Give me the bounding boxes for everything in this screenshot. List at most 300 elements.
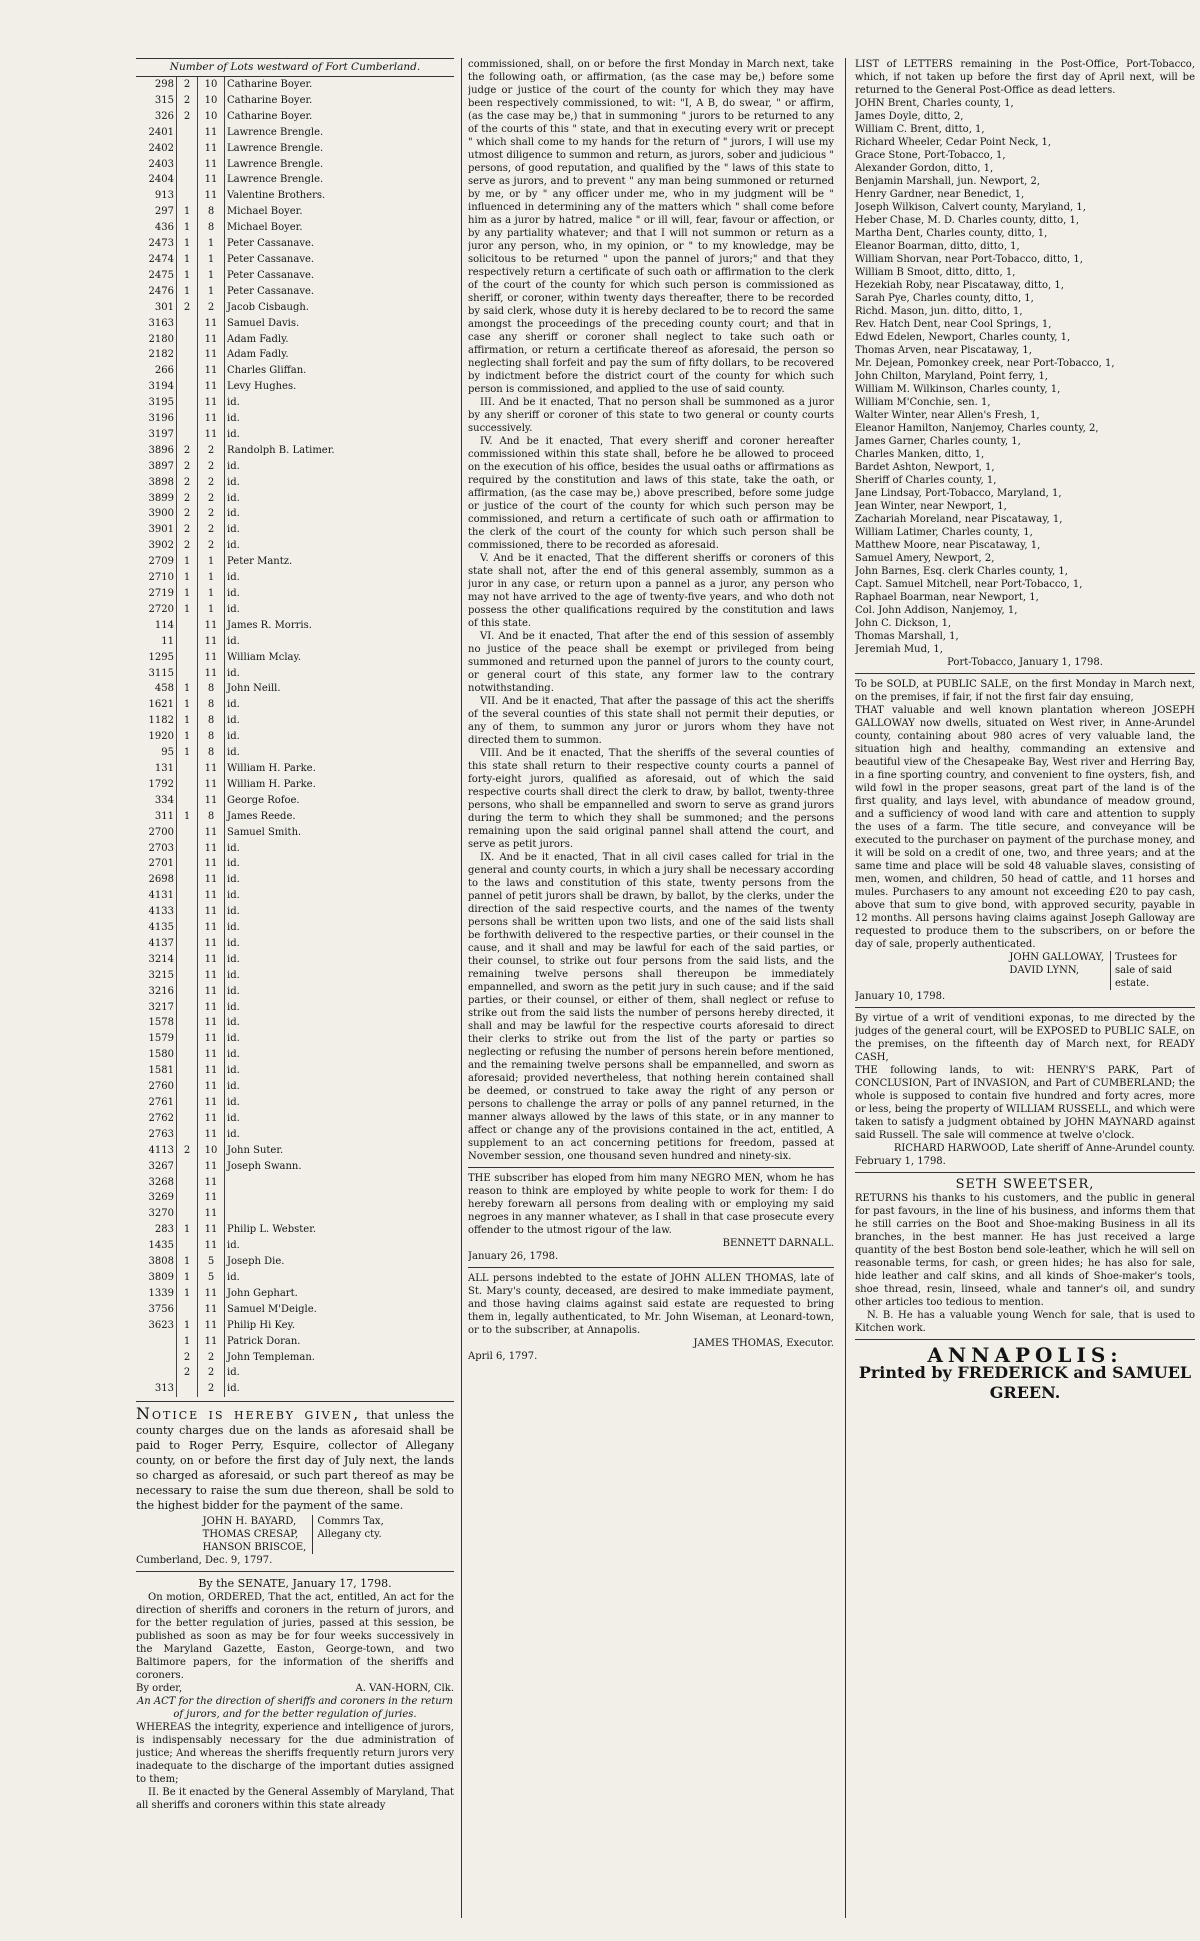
lot-section: 10 bbox=[198, 1143, 225, 1159]
divider bbox=[136, 1571, 454, 1572]
lot-number: 3901 bbox=[136, 522, 177, 538]
lot-number: 1580 bbox=[136, 1047, 177, 1063]
lot-row bbox=[136, 109, 454, 125]
letter-entry: Walter Winter, near Allen's Fresh, 1, bbox=[855, 410, 1040, 421]
lot-owner: id. bbox=[227, 603, 240, 615]
lot-row bbox=[136, 427, 454, 443]
lot-range: 2 bbox=[177, 522, 198, 538]
lot-row bbox=[136, 602, 454, 618]
senate-clerk: A. VAN-HORN, Clk. bbox=[355, 1683, 454, 1695]
lot-section: 11 bbox=[198, 650, 225, 666]
lot-range bbox=[177, 650, 198, 666]
lot-owner: id. bbox=[227, 715, 240, 727]
lot-owner: James Reede. bbox=[227, 810, 296, 822]
lot-number: 4137 bbox=[136, 936, 177, 952]
lot-owner: id. bbox=[227, 1128, 240, 1140]
act-paragraph: IX. And be it enacted, That in all civil cases called for trial in the general and county courts, in which a jury shall be necessary according to the laws and constitution of this state, twenty persons from the pannel of petit jurors shall be drawn, by ballot, by the clerks, under the direction of the said respective courts, and the names of the twenty persons shall be written upon two lists, and one of the said lists shall be forthwith delivered to the respective parties, or their counsel in the cause, and it shall and may be lawful for each of the said parties, or their counsel, to strike out four persons from the said lists, and the remaining twelve persons shall thereupon be immediately empannelled, and sworn as the petit jury in such cause; and if the said parties, or their counsel, or either of them, shall neglect or refuse to strike out from the said lists the number of persons hereby directed, it shall and may be lawful for the respective courts aforesaid to direct their clerks to strike out from the list of the party or parties so neglecting or refusing the number of persons herein before mentioned, and the remaining twelve persons shall be empannelled, and sworn as aforesaid; provided nevertheless, that nothing herein contained shall be deemed, or construed to take away the right of any person or persons to challenge the array or polls of any pannel returned, in the manner always allowed by the laws of this state, or in any manner to affect or change any of the provisions contained in the act, entitled, A supplement to an act concerning petitions for freedom, passed at November session, one thousand seven hundred and ninety-six. bbox=[468, 852, 834, 1162]
lot-row bbox=[136, 1334, 454, 1350]
lot-section: 11 bbox=[198, 888, 225, 904]
lot-row bbox=[136, 379, 454, 395]
lot-number: 1339 bbox=[136, 1286, 177, 1302]
act-paragraph: III. And be it enacted, That no person shall be summoned as a juror by any sheriff or coroner of this state to two general or county courts successively. bbox=[468, 397, 834, 434]
lot-row bbox=[136, 1318, 454, 1334]
lot-owner: id. bbox=[227, 492, 240, 504]
act-paragraph: VIII. And be it enacted, That the sheriffs of the several counties of this state shall return to their respective county courts a pannel of forty-eight jurors, qualified as aforesaid, out of which the said respective courts shall direct the clerk to draw, by ballot, twenty-three persons, who shall be empannelled and sworn to serve as grand jurors during the term to which they shall be summoned; and the persons remaining upon the said original pannel shall attend the court, and serve as petit jurors. bbox=[468, 748, 834, 850]
lot-section: 2 bbox=[198, 1381, 225, 1397]
lot-range: 2 bbox=[177, 109, 198, 125]
lot-owner: id. bbox=[227, 1240, 240, 1252]
lot-number: 2403 bbox=[136, 157, 177, 173]
lot-number: 2402 bbox=[136, 141, 177, 157]
lot-owner: Samuel Smith. bbox=[227, 826, 302, 838]
lot-range: 1 bbox=[177, 697, 198, 713]
lot-number: 301 bbox=[136, 300, 177, 316]
lot-row bbox=[136, 729, 454, 745]
runaway-signer: BENNETT DARNALL. bbox=[722, 1238, 834, 1249]
lot-row bbox=[136, 77, 454, 93]
lot-number: 2474 bbox=[136, 252, 177, 268]
writ-signer: RICHARD HARWOOD, Late sheriff of Anne-Arundel county. bbox=[893, 1143, 1195, 1154]
lot-owner: id. bbox=[227, 508, 240, 520]
lot-row bbox=[136, 252, 454, 268]
lot-section: 11 bbox=[198, 1047, 225, 1063]
lot-section: 1 bbox=[198, 602, 225, 618]
lot-row bbox=[136, 697, 454, 713]
letter-entry: Mr. Dejean, Pomonkey creek, near Port-Tobacco, 1, bbox=[855, 358, 1115, 369]
lot-section: 11 bbox=[198, 1302, 225, 1318]
lot-row bbox=[136, 825, 454, 841]
lot-owner: Philip Hi Key. bbox=[227, 1319, 296, 1331]
lot-row bbox=[136, 1206, 454, 1222]
lot-number: 3808 bbox=[136, 1254, 177, 1270]
lot-owner: Philip L. Webster. bbox=[227, 1224, 317, 1236]
column-lots bbox=[136, 58, 454, 1928]
lot-owner: Samuel M'Deigle. bbox=[227, 1303, 317, 1315]
lot-section: 11 bbox=[198, 1286, 225, 1302]
lot-section: 11 bbox=[198, 904, 225, 920]
runaway-date: January 26, 1798. bbox=[468, 1251, 559, 1262]
lot-section: 11 bbox=[198, 936, 225, 952]
lot-range: 2 bbox=[177, 93, 198, 109]
lot-range: 2 bbox=[177, 300, 198, 316]
lot-owner: id. bbox=[227, 1271, 240, 1283]
lot-row bbox=[136, 1000, 454, 1016]
lot-section: 1 bbox=[198, 586, 225, 602]
lot-owner: Adam Fadly. bbox=[227, 333, 289, 345]
lot-range: 1 bbox=[177, 220, 198, 236]
lot-row bbox=[136, 172, 454, 188]
lot-row bbox=[136, 141, 454, 157]
lot-number: 1579 bbox=[136, 1031, 177, 1047]
lot-row bbox=[136, 1143, 454, 1159]
lot-owner: Levy Hughes. bbox=[227, 381, 297, 393]
lot-number bbox=[136, 1365, 177, 1381]
lot-number: 298 bbox=[136, 77, 177, 93]
lot-owner: id. bbox=[227, 1081, 240, 1093]
lot-range bbox=[177, 1159, 198, 1175]
lot-range bbox=[177, 1111, 198, 1127]
lot-section: 11 bbox=[198, 1111, 225, 1127]
imprint-printer-2: GREEN. bbox=[989, 1383, 1061, 1402]
lot-number: 3756 bbox=[136, 1302, 177, 1318]
lot-row bbox=[136, 443, 454, 459]
lot-section: 11 bbox=[198, 1334, 225, 1350]
lot-number bbox=[136, 1350, 177, 1366]
lot-number: 1295 bbox=[136, 650, 177, 666]
lot-row bbox=[136, 1238, 454, 1254]
lot-section: 2 bbox=[198, 491, 225, 507]
lot-section: 11 bbox=[198, 1238, 225, 1254]
lot-section: 11 bbox=[198, 1127, 225, 1143]
lot-range: 2 bbox=[177, 443, 198, 459]
lot-owner: Peter Cassanave. bbox=[227, 253, 315, 265]
letter-entry: Thomas Arven, near Piscataway, 1, bbox=[855, 345, 1032, 356]
lot-number: 3215 bbox=[136, 968, 177, 984]
lot-range: 1 bbox=[177, 602, 198, 618]
letter-entry: Charles Manken, ditto, 1, bbox=[855, 449, 985, 460]
lot-section: 5 bbox=[198, 1270, 225, 1286]
tax-notice bbox=[136, 1406, 454, 1513]
lot-range bbox=[177, 761, 198, 777]
lot-row bbox=[136, 1254, 454, 1270]
letter-entry: Benjamin Marshall, jun. Newport, 2, bbox=[855, 176, 1041, 187]
lot-owner: Catharine Boyer. bbox=[227, 110, 313, 122]
lot-owner: William Mclay. bbox=[227, 651, 302, 663]
lot-range bbox=[177, 968, 198, 984]
lot-owner: id. bbox=[227, 540, 240, 552]
estate-signer: JAMES THOMAS, Executor. bbox=[693, 1338, 834, 1349]
lot-section: 5 bbox=[198, 1254, 225, 1270]
lot-number: 3216 bbox=[136, 984, 177, 1000]
lot-range: 2 bbox=[177, 1365, 198, 1381]
lot-range: 1 bbox=[177, 729, 198, 745]
lot-row bbox=[136, 316, 454, 332]
lot-section: 2 bbox=[198, 443, 225, 459]
lot-range bbox=[177, 777, 198, 793]
lot-section: 2 bbox=[198, 459, 225, 475]
lot-number: 1792 bbox=[136, 777, 177, 793]
lot-range bbox=[177, 825, 198, 841]
lot-range: 2 bbox=[177, 506, 198, 522]
lot-range: 1 bbox=[177, 252, 198, 268]
lot-section: 11 bbox=[198, 363, 225, 379]
lot-range: 1 bbox=[177, 745, 198, 761]
lot-number: 2710 bbox=[136, 570, 177, 586]
lot-range bbox=[177, 872, 198, 888]
lot-section: 2 bbox=[198, 300, 225, 316]
lots-table-title: Number of Lots westward of Fort Cumberland. bbox=[136, 59, 454, 77]
lot-section: 11 bbox=[198, 777, 225, 793]
lot-row bbox=[136, 1063, 454, 1079]
lot-section: 11 bbox=[198, 188, 225, 204]
lot-range bbox=[177, 1015, 198, 1031]
lot-row bbox=[136, 1047, 454, 1063]
sale-signature-block bbox=[855, 951, 1195, 990]
lot-owner: Randolph B. Latimer. bbox=[227, 444, 335, 456]
lot-range bbox=[177, 379, 198, 395]
lot-owner: William H. Parke. bbox=[227, 762, 316, 774]
letter-entry: William M'Conchie, sen. 1, bbox=[855, 397, 991, 408]
lot-range bbox=[177, 316, 198, 332]
lot-row bbox=[136, 856, 454, 872]
act-paragraph: IV. And be it enacted, That every sheriff and coroner hereafter commissioned within this state shall, before he be allowed to proceed on the execution of his office, besides the usual oaths or affirmations as required by the constitution and laws of this state, take the oath, or affirmation, (as the case may be,) above prescribed, before some judge or justice of the court of the county for which such person may be commissioned, and return a certificate of such oath or affirmation to the clerk of the court of the county for which such person shall be commissioned, there to be recorded as aforesaid. bbox=[468, 436, 834, 551]
letter-entry: Richd. Mason, jun. ditto, ditto, 1, bbox=[855, 306, 1023, 317]
letter-entry: Col. John Addison, Nanjemoy, 1, bbox=[855, 605, 1018, 616]
lot-row bbox=[136, 793, 454, 809]
divider bbox=[855, 1339, 1195, 1340]
lot-range: 1 bbox=[177, 284, 198, 300]
lot-number: 131 bbox=[136, 761, 177, 777]
lot-section: 8 bbox=[198, 220, 225, 236]
lot-section: 11 bbox=[198, 379, 225, 395]
lot-number: 3898 bbox=[136, 475, 177, 491]
lot-row bbox=[136, 220, 454, 236]
lots-table-body bbox=[136, 77, 454, 1398]
sale-body: THAT valuable and well known plantation whereon JOSEPH GALLOWAY now dwells, situated on West river, in Anne-Arundel county, containing about 980 acres of very valuable land, the situation high and healthy, commanding an extensive and beautiful view of the Chesapeake Bay, West river and Herring Bay, in a fine sporting country, and convenient to fine oysters, fish, and wild fowl in the proper seasons, great part of the land is of the first quality, and lays level, with abundance of meadow ground, and a sufficiency of wood land with care and attention to supply the uses of a farm. The title secure, and conveyance will be executed to the purchaser on payment of the purchase money, and it will be sold on a credit of one, two, and three years; and at the same time and place will be sold 48 valuable slaves, consisting of men, women, and children, 50 head of cattle, and 11 horses and mules. Purchasers to any amount not exceeding £20 to pay cash, above that sum to give bond, with approved security, payable in 12 months. All persons having claims against Joseph Galloway are requested to produce them to the subscribers, on or before the day of sale, properly authenticated. bbox=[855, 705, 1195, 950]
lot-owner: id. bbox=[227, 413, 240, 425]
lot-section: 11 bbox=[198, 347, 225, 363]
letter-entry: Zachariah Moreland, near Piscataway, 1, bbox=[855, 514, 1063, 525]
letter-entry: Jean Winter, near Newport, 1, bbox=[855, 501, 1007, 512]
lot-number: 334 bbox=[136, 793, 177, 809]
lot-owner: id. bbox=[227, 667, 240, 679]
lot-number: 2763 bbox=[136, 1127, 177, 1143]
lot-owner: Lawrence Brengle. bbox=[227, 158, 324, 170]
lot-number: 1578 bbox=[136, 1015, 177, 1031]
lot-owner: John Templeman. bbox=[227, 1351, 315, 1363]
lot-owner: id. bbox=[227, 1065, 240, 1077]
lot-range bbox=[177, 1047, 198, 1063]
lot-section: 8 bbox=[198, 681, 225, 697]
lot-number: 2180 bbox=[136, 332, 177, 348]
lot-row bbox=[136, 650, 454, 666]
lot-row bbox=[136, 681, 454, 697]
lot-section: 11 bbox=[198, 157, 225, 173]
lot-owner: id. bbox=[227, 1033, 240, 1045]
letter-entry: William Latimer, Charles county, 1, bbox=[855, 527, 1033, 538]
lot-row bbox=[136, 1302, 454, 1318]
lot-range bbox=[177, 936, 198, 952]
lot-row bbox=[136, 809, 454, 825]
lot-row bbox=[136, 570, 454, 586]
lot-row bbox=[136, 1015, 454, 1031]
divider bbox=[855, 1172, 1195, 1173]
lot-row bbox=[136, 904, 454, 920]
lot-row bbox=[136, 713, 454, 729]
letter-entry: Thomas Marshall, 1, bbox=[855, 631, 959, 642]
lot-range: 1 bbox=[177, 809, 198, 825]
notice-heading: Notice is hereby given, bbox=[136, 1404, 361, 1424]
lot-row bbox=[136, 125, 454, 141]
lot-owner: Peter Cassanave. bbox=[227, 238, 315, 250]
lot-owner: id. bbox=[227, 953, 240, 965]
senate-line: By the SENATE, January 17, 1798. bbox=[198, 1577, 392, 1591]
lot-row bbox=[136, 1222, 454, 1238]
lot-owner: Adam Fadly. bbox=[227, 349, 289, 361]
lot-section: 1 bbox=[198, 284, 225, 300]
lot-number: 1182 bbox=[136, 713, 177, 729]
act-whereas-text: WHEREAS the integrity, experience and intelligence of jurors, is indispensably necessary for the due administration of justice; And whereas the sheriffs frequently return jurors very inadequate to the discharge of the important duties assigned to them; bbox=[136, 1722, 454, 1786]
letters-dateline: Port-Tobacco, January 1, 1798. bbox=[947, 657, 1103, 668]
letter-entry: Joseph Wilkison, Calvert county, Maryland, 1, bbox=[855, 202, 1086, 213]
lot-section: 11 bbox=[198, 427, 225, 443]
lot-owner: Michael Boyer. bbox=[227, 222, 303, 234]
lot-section: 11 bbox=[198, 125, 225, 141]
lot-section: 11 bbox=[198, 952, 225, 968]
lot-number: 3163 bbox=[136, 316, 177, 332]
lot-range: 2 bbox=[177, 1350, 198, 1366]
lot-section: 11 bbox=[198, 1015, 225, 1031]
lot-number: 3896 bbox=[136, 443, 177, 459]
letter-entry: Henry Gardner, near Benedict, 1, bbox=[855, 189, 1025, 200]
lot-row bbox=[136, 920, 454, 936]
lot-row bbox=[136, 1190, 454, 1206]
lot-section: 8 bbox=[198, 729, 225, 745]
lot-row bbox=[136, 268, 454, 284]
lot-owner: Joseph Swann. bbox=[227, 1160, 302, 1172]
lot-range bbox=[177, 1031, 198, 1047]
lot-section: 10 bbox=[198, 77, 225, 93]
lot-owner: id. bbox=[227, 588, 240, 599]
lot-number: 2761 bbox=[136, 1095, 177, 1111]
lot-section: 8 bbox=[198, 697, 225, 713]
lot-range bbox=[177, 1381, 198, 1397]
lot-range: 1 bbox=[177, 1318, 198, 1334]
lot-section: 11 bbox=[198, 793, 225, 809]
lot-owner: id. bbox=[227, 699, 240, 711]
sale-role: Trustees for sale of said estate. bbox=[1110, 951, 1195, 990]
lot-range bbox=[177, 125, 198, 141]
lot-range bbox=[177, 634, 198, 650]
lot-owner: id. bbox=[227, 1097, 240, 1108]
act-paragraph: VII. And be it enacted, That after the passage of this act the sheriffs of the several counties of this state shall not permit their deputies, or any of them, to summon any juror or jurors whom they have not directed them to summon. bbox=[468, 696, 834, 746]
lot-number: 3196 bbox=[136, 411, 177, 427]
lot-section: 11 bbox=[198, 920, 225, 936]
lot-number: 436 bbox=[136, 220, 177, 236]
lot-row bbox=[136, 888, 454, 904]
lot-range bbox=[177, 395, 198, 411]
letter-entry: James Garner, Charles county, 1, bbox=[855, 436, 1021, 447]
letter-entry: JOHN Brent, Charles county, 1, bbox=[855, 98, 1014, 109]
lot-owner: Catharine Boyer. bbox=[227, 94, 313, 106]
lot-owner: id. bbox=[227, 890, 240, 902]
lot-number: 3195 bbox=[136, 395, 177, 411]
letter-entry: Eleanor Boarman, ditto, ditto, 1, bbox=[855, 241, 1020, 252]
lot-number: 2182 bbox=[136, 347, 177, 363]
lot-row bbox=[136, 1031, 454, 1047]
lot-section: 1 bbox=[198, 252, 225, 268]
estate-notice: ALL persons indebted to the estate of JOHN ALLEN THOMAS, late of St. Mary's county, deceased, are desired to make immediate payment, and those having claims against said estate are requested to bring them in, legally authenticated, to Mr. John Wiseman, at Leonard-town, or to the subscriber, at Annapolis. bbox=[468, 1273, 834, 1336]
lot-row bbox=[136, 1079, 454, 1095]
lot-section: 11 bbox=[198, 411, 225, 427]
lot-range bbox=[177, 841, 198, 857]
lot-section: 11 bbox=[198, 1095, 225, 1111]
lot-row bbox=[136, 347, 454, 363]
lot-range: 2 bbox=[177, 538, 198, 554]
column-rule bbox=[845, 58, 846, 1918]
lot-row bbox=[136, 777, 454, 793]
letters-list bbox=[855, 97, 1195, 656]
lot-number: 266 bbox=[136, 363, 177, 379]
lot-row bbox=[136, 236, 454, 252]
lot-row bbox=[136, 1159, 454, 1175]
column-act bbox=[468, 58, 834, 1928]
lot-number: 2709 bbox=[136, 554, 177, 570]
lot-owner bbox=[225, 1175, 455, 1191]
lot-range bbox=[177, 1079, 198, 1095]
lot-section: 11 bbox=[198, 1175, 225, 1191]
lot-owner: id. bbox=[227, 747, 240, 759]
letter-entry: Rev. Hatch Dent, near Cool Springs, 1, bbox=[855, 319, 1052, 330]
lot-range: 1 bbox=[177, 1334, 198, 1350]
lot-number: 95 bbox=[136, 745, 177, 761]
lot-section: 11 bbox=[198, 666, 225, 682]
lot-row bbox=[136, 1286, 454, 1302]
lot-section: 11 bbox=[198, 1159, 225, 1175]
lot-number: 2401 bbox=[136, 125, 177, 141]
lot-owner: id. bbox=[227, 428, 240, 440]
lot-owner bbox=[225, 1190, 455, 1206]
lot-number: 2476 bbox=[136, 284, 177, 300]
lots-table bbox=[136, 58, 454, 1397]
lot-owner: id. bbox=[227, 572, 240, 584]
lot-range: 1 bbox=[177, 1286, 198, 1302]
letter-entry: Bardet Ashton, Newport, 1, bbox=[855, 462, 995, 473]
letter-entry: Matthew Moore, near Piscataway, 1, bbox=[855, 540, 1041, 551]
lot-range bbox=[177, 363, 198, 379]
lot-owner: Samuel Davis. bbox=[227, 317, 300, 329]
letter-entry: Grace Stone, Port-Tobacco, 1, bbox=[855, 150, 1006, 161]
divider bbox=[855, 1007, 1195, 1008]
lot-owner: John Neill. bbox=[227, 683, 281, 695]
lot-section: 8 bbox=[198, 204, 225, 220]
lot-number: 2760 bbox=[136, 1079, 177, 1095]
lot-range bbox=[177, 1302, 198, 1318]
lot-section: 11 bbox=[198, 1318, 225, 1334]
lot-row bbox=[136, 506, 454, 522]
lot-row bbox=[136, 284, 454, 300]
lot-owner: Patrick Doran. bbox=[227, 1335, 301, 1347]
lot-section: 11 bbox=[198, 1079, 225, 1095]
lot-number: 2475 bbox=[136, 268, 177, 284]
column-notices bbox=[855, 58, 1195, 1928]
lot-number: 3897 bbox=[136, 459, 177, 475]
divider bbox=[468, 1267, 834, 1268]
letter-entry: Sheriff of Charles county, 1, bbox=[855, 475, 997, 486]
lot-number: 3623 bbox=[136, 1318, 177, 1334]
lot-row bbox=[136, 1127, 454, 1143]
lot-section: 2 bbox=[198, 1350, 225, 1366]
lot-row bbox=[136, 491, 454, 507]
lot-row bbox=[136, 300, 454, 316]
lot-number: 3269 bbox=[136, 1190, 177, 1206]
lot-row bbox=[136, 93, 454, 109]
lot-range bbox=[177, 904, 198, 920]
lot-number: 2762 bbox=[136, 1111, 177, 1127]
lot-section: 2 bbox=[198, 1365, 225, 1381]
lot-owner: John Gephart. bbox=[227, 1287, 298, 1299]
lot-range bbox=[177, 793, 198, 809]
lot-number: 2700 bbox=[136, 825, 177, 841]
lot-section: 1 bbox=[198, 268, 225, 284]
lot-owner: William H. Parke. bbox=[227, 778, 316, 790]
lot-row bbox=[136, 395, 454, 411]
writ-body: THE following lands, to wit: HENRY'S PARK, Part of CONCLUSION, Part of INVASION, and Part of CUMBERLAND; the whole is supposed to contain five hundred and forty acres, more or less, being the property of WILLIAM RUSSELL, and which were taken to satisfy a judgment obtained by JOHN MAYNARD against said Russell. The sale will commence at twelve o'clock. bbox=[855, 1065, 1195, 1141]
lot-row bbox=[136, 952, 454, 968]
lot-range bbox=[177, 1127, 198, 1143]
notice-signer: HANSON BRISCOE, bbox=[202, 1542, 307, 1554]
act-title: An ACT for the direction of sheriffs and coroners in the return of jurors, and for the better regulation of juries. bbox=[137, 1696, 453, 1721]
